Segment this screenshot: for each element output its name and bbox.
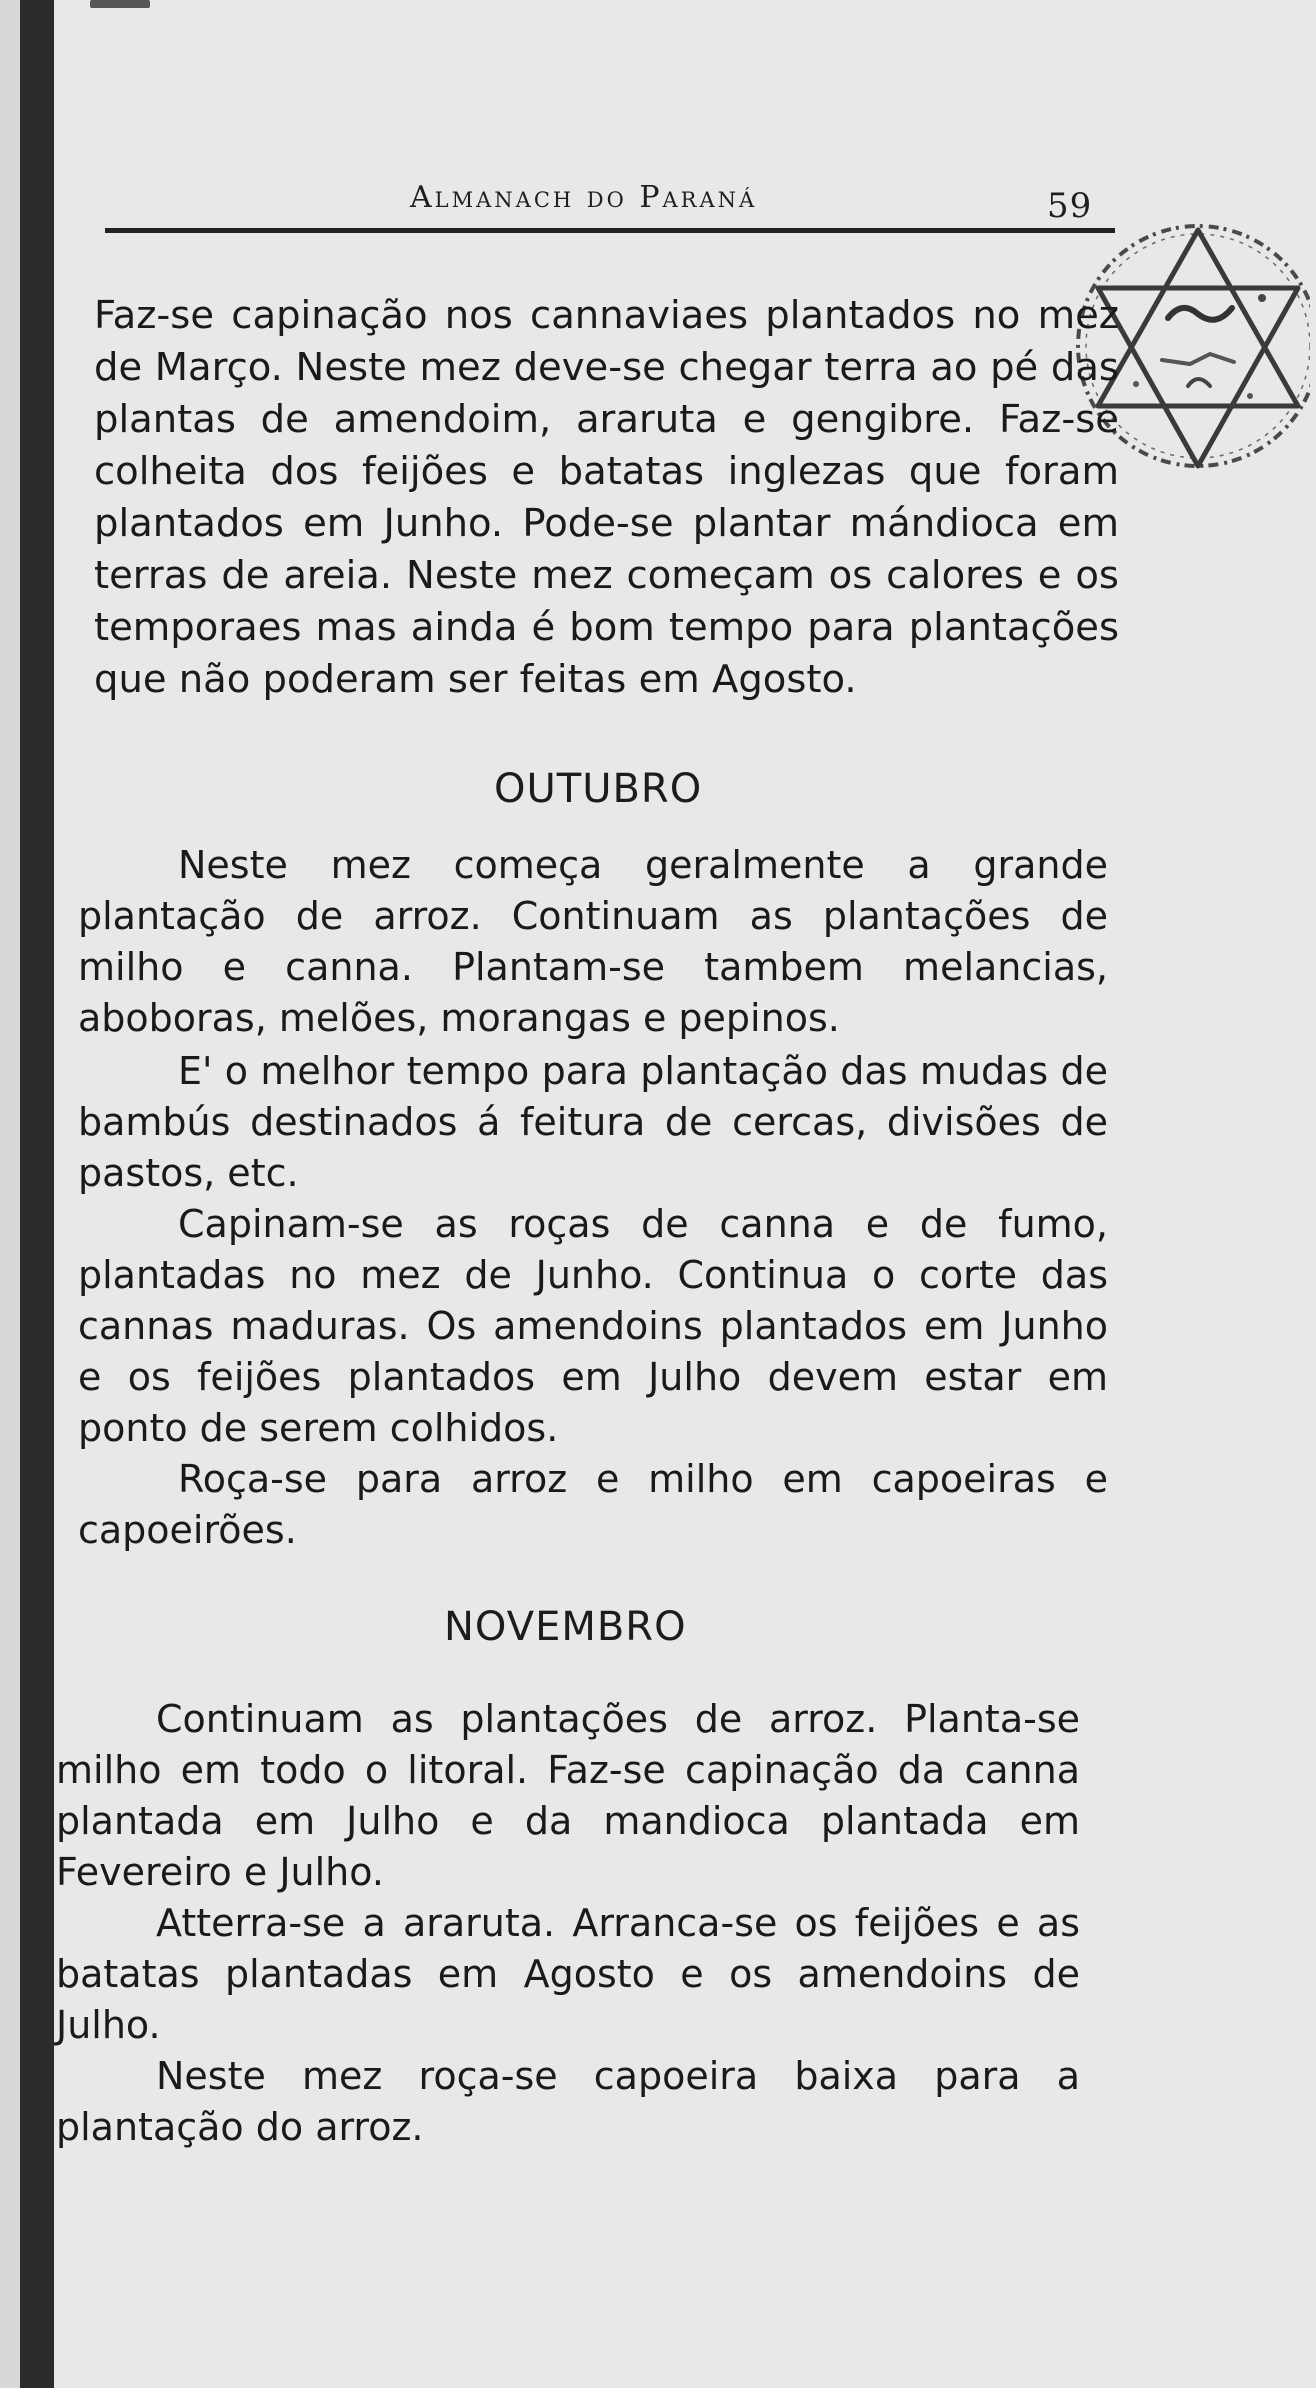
section-outubro-body [78,840,1108,1556]
outubro-paragraph-3: Capinam-se as roças de canna e de fumo, plantadas no mez de Junho. Continua o corte das cannas maduras. Os amendoins plantados em Junho e os feijões plantados em Julho devem estar em ponto de serem colhidos. [78,1202,1108,1450]
outubro-paragraph-1: Neste mez começa geralmente a grande plantação de arroz. Continuam as plantações de milho e canna. Plantam-se tambem melancias, aboboras, melões, morangas e pepinos. [78,843,1108,1040]
section-heading-novembro: NOVEMBRO [444,1604,687,1650]
page-number: 59 [1047,186,1093,226]
running-head [105,172,1105,232]
page-edge [0,0,20,2388]
outubro-paragraph-2: E' o melhor tempo para plantação das mudas de bambús destinados á feitura de cercas, divisões de pastos, etc. [78,1049,1108,1195]
intro-paragraph-block [94,290,1119,706]
header-rule [105,228,1115,233]
outubro-paragraph-4: Roça-se para arroz e milho em capoeiras e capoeirões. [78,1457,1108,1552]
running-head-title: Almanach do Paraná [410,180,758,215]
intro-paragraph: Faz-se capinação nos cannaviaes plantados no mez de Março. Neste mez deve-se chegar terra ao pé das plantas de amendoim, araruta e gengibre. Faz-se colheita dos feijões e batatas inglezas que foram plantados em Junho. Pode-se plantar mándioca em terras de areia. Neste mez começam os calores e os temporaes mas ainda é bom tempo para plantações que não poderam ser feitas em Agosto. [94,293,1119,702]
section-heading-outubro: OUTUBRO [494,766,703,812]
novembro-paragraph-1: Continuam as plantações de arroz. Planta-se milho em todo o litoral. Faz-se capinação da canna plantada em Julho e da mandioca plantada em Fevereiro e Julho. [56,1697,1080,1894]
novembro-paragraph-3: Neste mez roça-se capoeira baixa para a plantação do arroz. [56,2054,1080,2149]
novembro-paragraph-2: Atterra-se a araruta. Arranca-se os feijões e as batatas plantadas em Agosto e os amendoins de Julho. [56,1901,1080,2047]
scan-smudge [90,0,150,8]
binding-shadow [20,0,54,2388]
section-novembro-body [56,1694,1080,2153]
